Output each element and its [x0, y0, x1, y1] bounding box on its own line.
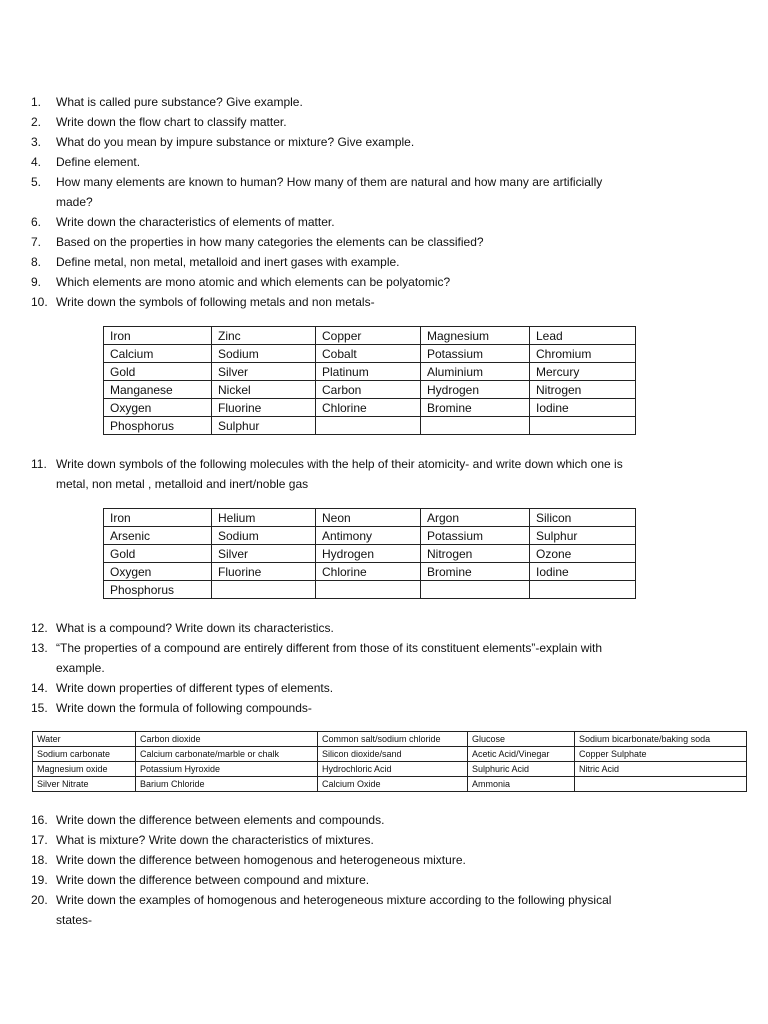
table-row: [104, 545, 636, 563]
table-cell: Antimony: [316, 527, 421, 545]
table-cell: Sulphuric Acid: [468, 762, 575, 777]
table-row: [33, 732, 747, 747]
table-row: [104, 363, 636, 381]
table-cell: [530, 417, 636, 435]
table-cell: [530, 581, 636, 599]
question-item: [31, 152, 691, 172]
table-cell: Manganese: [104, 381, 212, 399]
table-cell: Silver: [212, 363, 316, 381]
table-row: [104, 581, 636, 599]
question-item: [31, 870, 691, 890]
question-number: 4.: [31, 155, 42, 169]
question-text: Write down the formula of following compounds-: [56, 701, 312, 715]
question-number: 5.: [31, 175, 42, 189]
table-cell: Sodium carbonate: [33, 747, 136, 762]
table-cell: [421, 581, 530, 599]
table-cell: Mercury: [530, 363, 636, 381]
table-cell: Sulphur: [212, 417, 316, 435]
question-number: 13.: [31, 641, 48, 655]
question-text: What do you mean by impure substance or mixture? Give example.: [56, 135, 415, 149]
table-cell: Potassium: [421, 345, 530, 363]
table-cell: Water: [33, 732, 136, 747]
table-cell: Carbon dioxide: [136, 732, 318, 747]
table-row: [104, 527, 636, 545]
table-cell: Iodine: [530, 563, 636, 581]
table-cell: Nitrogen: [421, 545, 530, 563]
table-cell: Silicon: [530, 509, 636, 527]
table-cell: Bromine: [421, 399, 530, 417]
question-item: [31, 112, 691, 132]
table-cell: Glucose: [468, 732, 575, 747]
question-item: [31, 618, 691, 638]
question-number: 18.: [31, 853, 48, 867]
table-cell: Acetic Acid/Vinegar: [468, 747, 575, 762]
question-item: [31, 890, 691, 930]
question-number: 9.: [31, 275, 42, 289]
table-cell: Barium Chloride: [136, 777, 318, 792]
table-row: [33, 762, 747, 777]
question-item: [31, 132, 691, 152]
table-cell: Arsenic: [104, 527, 212, 545]
question-text: What is mixture? Write down the characteristics of mixtures.: [56, 833, 374, 847]
question-number: 1.: [31, 95, 42, 109]
table-row: [104, 381, 636, 399]
table-row: [104, 563, 636, 581]
table-cell: Oxygen: [104, 399, 212, 417]
data-table: [103, 326, 636, 435]
table-cell: Phosphorus: [104, 581, 212, 599]
question-text: example.: [56, 661, 105, 675]
table-cell: Sulphur: [530, 527, 636, 545]
table-cell: Calcium: [104, 345, 212, 363]
question-item: [31, 252, 691, 272]
table-cell: Phosphorus: [104, 417, 212, 435]
question-number: 16.: [31, 813, 48, 827]
table-cell: Hydrogen: [421, 381, 530, 399]
table-row: [104, 417, 636, 435]
table-cell: Potassium Hyroxide: [136, 762, 318, 777]
question-item: [31, 212, 691, 232]
table-cell: Carbon: [316, 381, 421, 399]
question-text: made?: [56, 195, 93, 209]
question-number: 12.: [31, 621, 48, 635]
table-cell: Helium: [212, 509, 316, 527]
table-row: [104, 509, 636, 527]
question-item: [31, 232, 691, 252]
question-item: [31, 698, 691, 718]
table-cell: Gold: [104, 363, 212, 381]
question-text: Write down the difference between compound and mixture.: [56, 873, 370, 887]
question-number: 10.: [31, 295, 48, 309]
table-cell: Copper Sulphate: [575, 747, 747, 762]
question-text: Write down the difference between homogenous and heterogeneous mixture.: [56, 853, 466, 867]
table-cell: Calcium carbonate/marble or chalk: [136, 747, 318, 762]
table-cell: Fluorine: [212, 563, 316, 581]
data-table: [32, 731, 747, 792]
table-cell: Oxygen: [104, 563, 212, 581]
table-cell: Sodium: [212, 527, 316, 545]
question-text: Write down the examples of homogenous and heterogeneous mixture according to the following physical: [56, 893, 612, 907]
table-cell: Sodium bicarbonate/baking soda: [575, 732, 747, 747]
question-item: [31, 454, 691, 494]
question-number: 19.: [31, 873, 48, 887]
question-number: 2.: [31, 115, 42, 129]
question-number: 7.: [31, 235, 42, 249]
question-item: [31, 92, 691, 112]
table-cell: Bromine: [421, 563, 530, 581]
question-text: Write down the characteristics of elements of matter.: [56, 215, 335, 229]
question-text: states-: [56, 913, 93, 927]
table-cell: Potassium: [421, 527, 530, 545]
table-cell: Chlorine: [316, 563, 421, 581]
question-text: Which elements are mono atomic and which elements can be polyatomic?: [56, 275, 451, 289]
question-number: 3.: [31, 135, 42, 149]
table-cell: Hydrogen: [316, 545, 421, 563]
table-row: [33, 777, 747, 792]
table-cell: Platinum: [316, 363, 421, 381]
question-item: [31, 272, 691, 292]
question-item: [31, 292, 691, 312]
question-number: 8.: [31, 255, 42, 269]
table-cell: Silver: [212, 545, 316, 563]
question-text: Define element.: [56, 155, 141, 169]
table-cell: Sodium: [212, 345, 316, 363]
table-cell: Fluorine: [212, 399, 316, 417]
question-text: What is called pure substance? Give example.: [56, 95, 303, 109]
question-item: [31, 830, 691, 850]
table-row: [104, 345, 636, 363]
table-cell: [212, 581, 316, 599]
table-cell: Silver Nitrate: [33, 777, 136, 792]
question-number: 15.: [31, 701, 48, 715]
table-cell: Iron: [104, 509, 212, 527]
table-cell: [316, 581, 421, 599]
question-text: What is a compound? Write down its characteristics.: [56, 621, 334, 635]
question-text: Write down properties of different types of elements.: [56, 681, 334, 695]
question-text: Write down the difference between elements and compounds.: [56, 813, 385, 827]
table-cell: Nickel: [212, 381, 316, 399]
table-cell: Chromium: [530, 345, 636, 363]
table-row: [33, 747, 747, 762]
question-item: [31, 850, 691, 870]
question-text: Write down the symbols of following metals and non metals-: [56, 295, 375, 309]
question-text: Define metal, non metal, metalloid and inert gases with example.: [56, 255, 400, 269]
table-cell: Calcium Oxide: [318, 777, 468, 792]
data-table: [103, 508, 636, 599]
table-cell: Magnesium: [421, 327, 530, 345]
question-text: How many elements are known to human? How many of them are natural and how many are artificially: [56, 175, 603, 189]
table-cell: Iodine: [530, 399, 636, 417]
table-cell: Common salt/sodium chloride: [318, 732, 468, 747]
table-cell: Hydrochloric Acid: [318, 762, 468, 777]
question-text: Based on the properties in how many categories the elements can be classified?: [56, 235, 484, 249]
question-number: 20.: [31, 893, 48, 907]
table-cell: Silicon dioxide/sand: [318, 747, 468, 762]
table-cell: [316, 417, 421, 435]
table-cell: Cobalt: [316, 345, 421, 363]
table-cell: Iron: [104, 327, 212, 345]
question-text: metal, non metal , metalloid and inert/noble gas: [56, 477, 309, 491]
table-cell: [421, 417, 530, 435]
table-cell: Nitric Acid: [575, 762, 747, 777]
table-cell: Copper: [316, 327, 421, 345]
table-cell: Ammonia: [468, 777, 575, 792]
question-item: [31, 638, 691, 678]
question-number: 17.: [31, 833, 48, 847]
table-cell: Aluminium: [421, 363, 530, 381]
table-row: [104, 327, 636, 345]
table-cell: Zinc: [212, 327, 316, 345]
question-item: [31, 172, 691, 212]
question-text: Write down the flow chart to classify matter.: [56, 115, 287, 129]
table-cell: Gold: [104, 545, 212, 563]
table-cell: Lead: [530, 327, 636, 345]
question-number: 14.: [31, 681, 48, 695]
question-text: “The properties of a compound are entirely different from those of its constituent elements”-explain with: [56, 641, 603, 655]
table-cell: [575, 777, 747, 792]
table-cell: Chlorine: [316, 399, 421, 417]
table-cell: Argon: [421, 509, 530, 527]
question-text: Write down symbols of the following molecules with the help of their atomicity- and write down which one is: [56, 457, 623, 471]
table-cell: Nitrogen: [530, 381, 636, 399]
table-row: [104, 399, 636, 417]
question-item: [31, 810, 691, 830]
table-cell: Neon: [316, 509, 421, 527]
question-number: 11.: [31, 457, 47, 471]
question-item: [31, 678, 691, 698]
table-cell: Ozone: [530, 545, 636, 563]
table-cell: Magnesium oxide: [33, 762, 136, 777]
question-number: 6.: [31, 215, 42, 229]
